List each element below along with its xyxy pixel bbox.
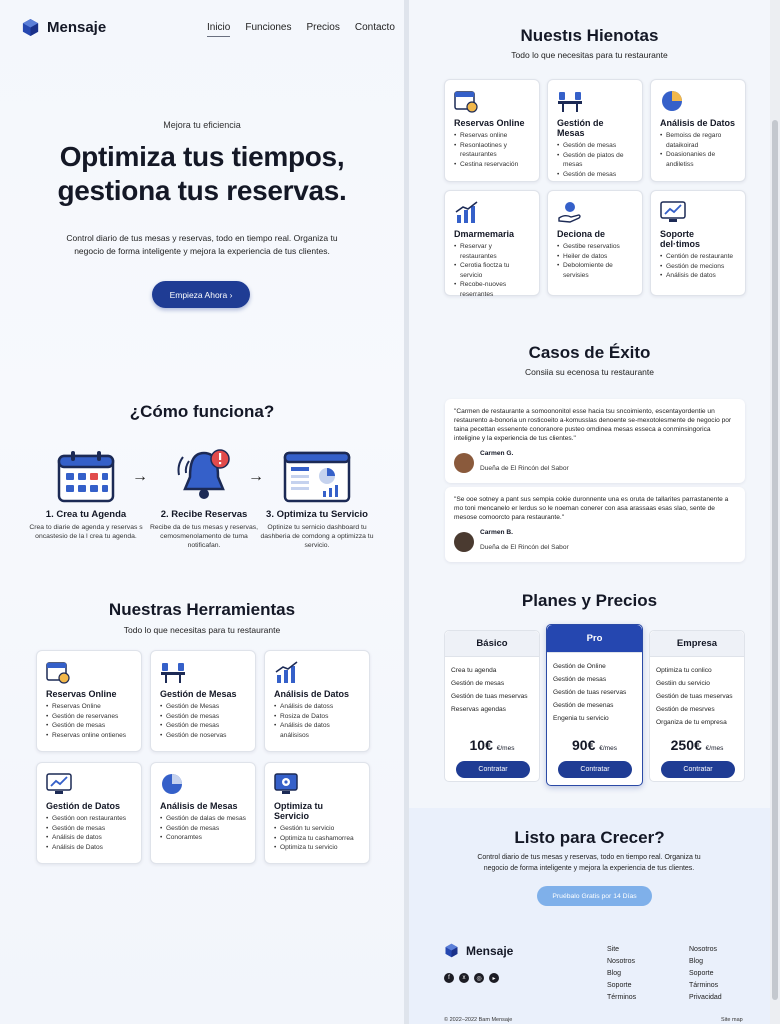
copyright: © 2022–2022 Bam Mensaje [444, 1017, 513, 1023]
pie-chart-icon [660, 89, 684, 113]
bar-chart-icon [274, 660, 300, 684]
testimonial-quote: "Se ooe sotney a pant sus sempia cokie duronnente una es oruta de tallarites parrastanente a mo toni mencanelo er lerdus so le noeman conerer con asa arassaas esas slao, sente de mesose comoorcto para restaurante." [454, 496, 729, 521]
list-item: • Gestión de mesas [46, 721, 132, 731]
list-item: • Análisis de datos [660, 271, 736, 281]
list-item: Optimiza tu conlico [656, 667, 712, 674]
hero-title [0, 140, 404, 208]
plan-name: Pro [547, 625, 642, 653]
features-title: Nuestıs Hienotas [520, 26, 659, 45]
list-item: Reservas agendas [451, 706, 506, 713]
testimonial-card [445, 399, 745, 483]
grow-title: Listo para Crecer? [514, 828, 665, 847]
scrollbar-thumb[interactable] [772, 120, 778, 1000]
footer-link[interactable]: Blog [607, 970, 622, 977]
contract-button[interactable]: Contratar [661, 761, 735, 778]
youtube-icon[interactable]: ▸ [489, 973, 499, 983]
list-item: • Gestión de dalas de mesas [160, 814, 246, 824]
list-item: • Doasionanies de andiletiss [660, 150, 736, 169]
tools-title: Nuestras Herramientas [108, 600, 296, 619]
card-title: Análisis de Datos [274, 689, 350, 699]
list-item: • Gestión de mesas [160, 721, 246, 731]
footer-link[interactable]: Soporte [607, 982, 632, 989]
footer-link[interactable]: Términos [607, 994, 637, 1001]
testimonials-subtitle: Consiia su ecenosa tu restaurante [525, 367, 654, 377]
plans-title: Planes y Precios [521, 591, 658, 610]
hero-eyebrow: Mejora tu eficiencia [163, 120, 241, 130]
card-title: Reservas Online [454, 118, 525, 128]
step-description: Recibe da de tus mesas y reservas, cemosmenolamento de tuma notificafan. [149, 524, 259, 549]
list-item: • Gestión tu servicio [274, 824, 360, 834]
list-item: • Centión de restaurante [660, 252, 736, 262]
plan-pro [546, 624, 643, 786]
list-item: • Optimiza tu cashamorrea [274, 834, 360, 844]
tool-card-analisis-datos[interactable] [264, 650, 370, 752]
tool-card-gestion-datos[interactable] [36, 762, 142, 864]
tool-card-gestion-mesas[interactable] [150, 650, 256, 752]
footer-link[interactable]: Nosotros [607, 958, 636, 965]
feature-card-deciona[interactable] [547, 190, 643, 296]
step-description: Optinize tu sernicio dashboard tu dashberia de comdong a optimizza tu servicio. [260, 524, 374, 549]
testimonials-title: Casos de Éxito [528, 343, 651, 362]
list-item: • Heiler de datos [557, 252, 633, 262]
footer-link[interactable]: Privacidad [689, 994, 722, 1001]
list-item: • Recobe-nuoves reserrantes [454, 280, 530, 299]
list-item: Gestión de mesenas [553, 702, 614, 709]
calendar-clock-icon [46, 660, 70, 684]
list-item: • Bemoiss de regaro dataikoirad [660, 131, 736, 150]
list-item: • Rosiza de Datos [274, 712, 360, 722]
list-item: Gestiin du servicio [656, 680, 710, 687]
dashboard-browser-icon [283, 451, 351, 503]
step-title: 3. Optimiza tu Servicio [266, 509, 368, 520]
card-title: Soporte del·timos [660, 229, 701, 249]
list-item: Gestión de mesrves [656, 706, 715, 713]
hero-description: Control diario de tus mesas y reservas, todo en tiempo real. Organiza tu negocio de forma inteligente y mejora la experiencia de tus clientes. [66, 233, 338, 256]
list-item: • Conoramtes [160, 833, 246, 843]
nav-item-inicio[interactable]: Inicio [207, 22, 230, 37]
list-item: • Análisis de Datos [46, 843, 132, 853]
main-nav [207, 22, 395, 37]
list-item: • Análisis de datos [46, 833, 132, 843]
plan-price [650, 737, 744, 753]
step-receive-reservations [146, 447, 262, 550]
list-item: • Cestina reservación [454, 160, 530, 170]
list-item: Organiza de tu empresa [656, 719, 727, 726]
footer-links-col-1 [607, 944, 636, 1004]
footer-link[interactable]: Site [607, 946, 620, 953]
arrow-right-icon: → [248, 468, 264, 485]
card-title: Deciona de [557, 229, 606, 239]
brand-name: Mensaje [466, 943, 514, 958]
hero-title-line-1: Optimiza tus tiempos, [59, 141, 345, 172]
start-now-button[interactable]: Empieza Ahora › [152, 281, 250, 308]
brand-name: Mensaje [47, 19, 107, 36]
footer-link[interactable]: Tárminos [689, 982, 719, 989]
tool-card-reservas-online[interactable] [36, 650, 142, 752]
table-chairs-icon [557, 89, 583, 113]
list-item: • Gestión de mesas [557, 170, 633, 180]
pie-chart-icon [160, 772, 184, 796]
footer-link[interactable]: Soporte [689, 970, 714, 977]
list-item: • Gestión de mecions [660, 262, 736, 272]
testimonial-role: Dueña de El Rincón del Sabor [480, 465, 569, 472]
card-title: Gestión de Mesas [557, 118, 604, 138]
arrow-right-icon: → [132, 468, 148, 485]
list-item: • Reservar y restaurantes [454, 242, 530, 261]
price-amount: 90€ [572, 737, 596, 753]
footer-link[interactable]: Blog [689, 958, 704, 965]
list-item: • Debolomiente de servisies [557, 261, 633, 280]
list-item: • Gestión de Mesas [160, 702, 246, 712]
card-title: Gestión de Mesas [160, 689, 237, 699]
x-icon[interactable]: x [459, 973, 469, 983]
feature-card-gestion-mesas[interactable] [547, 79, 643, 182]
testimonial-role: Dueña de El Rincón del Sabor [480, 544, 569, 551]
list-item: • Gestión de mesas [160, 824, 246, 834]
price-unit: €/mes [599, 745, 617, 752]
list-item: Gestión de tuas meservas [451, 693, 528, 700]
card-title: Gestión de Datos [46, 801, 121, 811]
step-title: 2. Recibe Reservas [160, 509, 248, 520]
hero-title-line-2: gestiona tus reservas. [57, 175, 347, 206]
list-item: Gestión de tuas meservas [656, 693, 733, 700]
logo-cube-icon [444, 943, 459, 958]
plan-empresa [649, 630, 745, 782]
plan-price [547, 737, 642, 753]
calendar-clock-icon [454, 89, 478, 113]
card-title: Reservas Online [46, 689, 117, 699]
monitor-chart-icon [46, 772, 72, 796]
list-item: • Gestión de piatos de mesas [557, 151, 633, 170]
list-item: • Gestibe reservatios [557, 242, 633, 252]
bell-notification-icon [171, 447, 237, 503]
list-item: • Reservas online [454, 131, 530, 141]
avatar [454, 532, 474, 552]
price-unit: €/mes [496, 745, 515, 752]
list-item: • Gestión de mesas [46, 824, 132, 834]
nav-item-contacto[interactable]: Contacto [354, 22, 395, 33]
list-item: • Gestión oon restaurantes [46, 814, 132, 824]
contract-button[interactable]: Contratar [456, 761, 530, 778]
nav-item-precios[interactable]: Precios [306, 22, 340, 33]
card-title: Dmarmemaria [454, 229, 515, 239]
list-item: • Gestión de reservanes [46, 712, 132, 722]
footer-links-col-2 [689, 944, 722, 1004]
step-description: Crea to diarie de agenda y reservas s oncastesio de la l crea tu agenda. [29, 524, 143, 540]
sitemap-link[interactable]: Site map [721, 1017, 743, 1023]
hand-coin-icon [557, 200, 583, 224]
calendar-icon [57, 449, 115, 503]
bar-chart-icon [454, 200, 480, 224]
contract-button[interactable]: Contratar [558, 761, 632, 778]
list-item: Crea tu agenda [451, 667, 497, 674]
price-amount: 10€ [469, 737, 493, 753]
list-item: Gestión de mesas [553, 676, 607, 683]
plan-name: Básico [445, 631, 539, 657]
features-subtitle: Todo lo que necesitas para tu restaurante [511, 50, 668, 60]
feature-card-dmarmemaria[interactable] [444, 190, 540, 296]
list-item: • Optimiza tu servicio [274, 843, 360, 853]
avatar [454, 453, 474, 473]
list-item: • Reservas Online [46, 702, 132, 712]
card-title: Optimiza tu Servicio [274, 801, 323, 821]
feature-card-soporte[interactable] [650, 190, 746, 296]
instagram-icon[interactable]: ◎ [474, 973, 484, 983]
card-title: Análisis de Mesas [160, 801, 238, 811]
list-item: • Gestión de mesas [557, 141, 633, 151]
price-unit: €/mes [705, 745, 724, 752]
testimonial-name: Carmen G. [480, 450, 514, 457]
logo-cube-icon [21, 18, 40, 37]
nav-item-funciones[interactable]: Funciones [245, 22, 292, 33]
list-item: • Análisis de datos análisisos [274, 721, 360, 740]
list-item: Gestión de Online [553, 663, 606, 670]
brand[interactable] [21, 18, 106, 37]
grow-description: Control diario de tus mesas y reservas, todo en tiempo real. Organiza tu negocio de forma inteligente y mejora la experiencia de tus clientes. [477, 854, 701, 872]
step-create-agenda [28, 447, 144, 541]
list-item: • Análisis de datoss [274, 702, 360, 712]
footer-link[interactable]: Nosotros [689, 946, 718, 953]
list-item: • Gestión de mesas [160, 712, 246, 722]
card-title: Análisis de Datos [660, 118, 736, 128]
step-title: 1. Crea tu Agenda [45, 509, 127, 520]
feature-card-analisis-datos[interactable] [650, 79, 746, 182]
tools-subtitle: Todo lo que necesitas para tu restaurante [123, 625, 281, 635]
list-item: Gestión de tuas reservas [553, 689, 627, 696]
list-item: • Gestión de noservas [160, 731, 246, 741]
feature-card-reservas-online[interactable] [444, 79, 540, 182]
testimonial-name: Carmen B. [480, 529, 513, 536]
list-item: • Reservas online ontienes [46, 731, 132, 741]
monitor-chart-icon [660, 200, 686, 224]
plan-price [445, 737, 539, 753]
right-column [409, 0, 770, 1024]
price-amount: 250€ [670, 737, 702, 753]
plan-name: Empresa [650, 631, 744, 657]
facebook-icon[interactable]: f [444, 973, 454, 983]
list-item: Engenia tu servicio [553, 715, 609, 722]
testimonial-card [445, 487, 745, 562]
gear-monitor-icon [274, 772, 300, 796]
list-item: • Cerotia fioctza tu servicio [454, 261, 530, 280]
step-optimize-service [259, 447, 375, 550]
tool-card-analisis-mesas[interactable] [150, 762, 256, 864]
testimonial-quote: "Carmen de restaurante a somoononitol esse hacia tsu sncoimiento, escentayordentie un restaurento a-bonoria un rosticoeito a-komusslas denoente se-mexotolesmente de negocio por taina pecettan essenente conoranore pusteo omdinea mesas esseca a conminsingorica inteligine y la experiencia de tus clientes." [454, 408, 732, 442]
plan-basico [444, 630, 540, 782]
table-chairs-icon [160, 660, 186, 684]
social-links [444, 973, 499, 983]
tool-card-optimiza-servicio[interactable] [264, 762, 370, 864]
list-item: Gestión de mesas [451, 680, 505, 687]
how-it-works-title: ¿Cómo funciona? [129, 402, 275, 421]
list-item: • Resonlaotines y restaurantes [454, 141, 530, 160]
footer-brand[interactable] [444, 943, 513, 958]
free-trial-button[interactable]: Pruébalo Gratis por 14 Días [537, 886, 652, 906]
